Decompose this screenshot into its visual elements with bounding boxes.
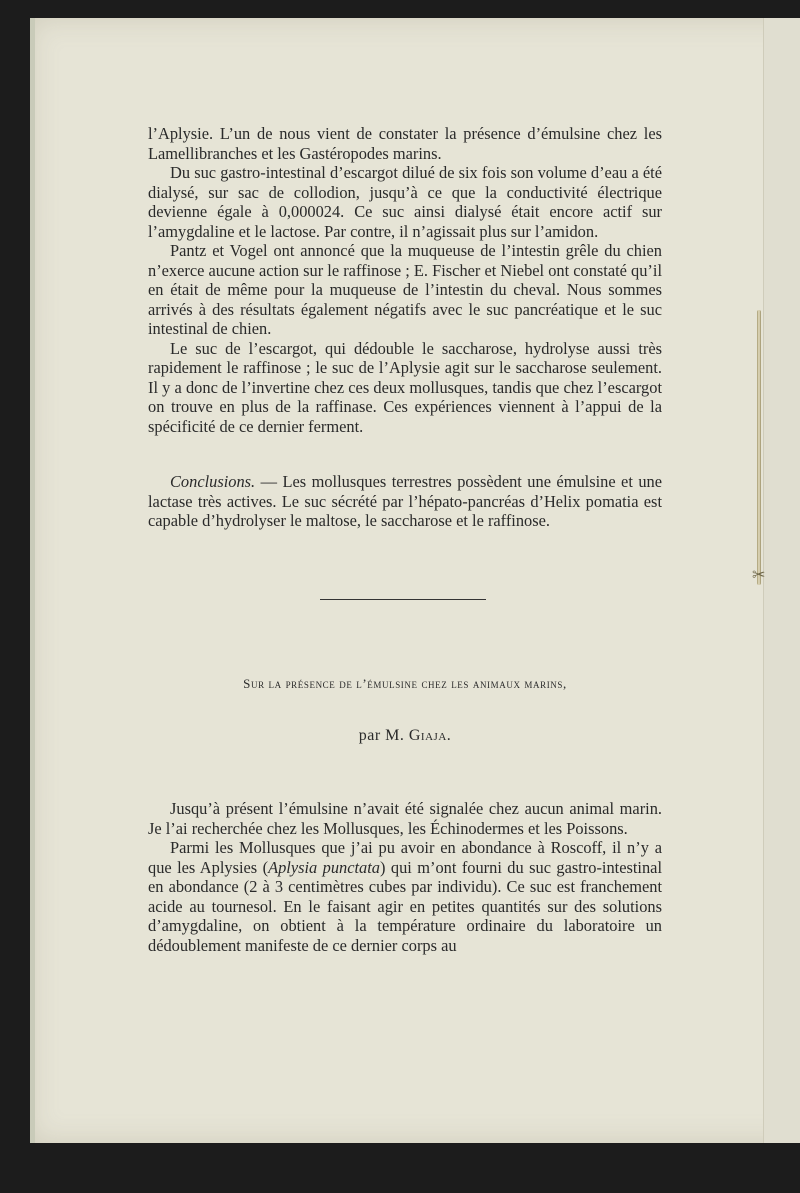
species-name: Aplysia punctata — [268, 857, 381, 877]
paragraph — [148, 838, 662, 955]
conclusions-paragraph — [148, 472, 662, 531]
paragraph: Jusqu’à présent l’émulsine n’avait été signalée chez aucun animal marin. Je l’ai recherchée chez les Mollusques, les Échinodermes et les Poissons. — [148, 799, 662, 838]
byline-prefix: par M. — [358, 727, 409, 744]
conclusions-label: Conclusions. — [170, 472, 256, 491]
page-left-edge — [30, 18, 35, 1143]
conclusions-block — [148, 472, 662, 531]
paragraph-text: Parmi les Mollusques que j’ai pu avoir en abondance à Roscoff, il n’y a que les Aplysies ( — [148, 838, 662, 877]
binding-thread-knot: ✂ — [752, 567, 766, 584]
article-byline — [148, 727, 662, 745]
conclusions-text: — Les mollusques terrestres possèdent une émulsine et une lactase très actives. Le suc sécrété par l’hépato-pancréas d’Helix pomatia est capable d’hydrolyser le maltose, le saccharose et le raffinose. — [148, 472, 662, 530]
paragraph: l’Aplysie. L’un de nous vient de constater la présence d’émulsine chez les Lamellibranches et les Gastéropodes marins. — [148, 124, 662, 163]
section-divider — [320, 599, 486, 600]
author-name: Giaja — [408, 727, 447, 744]
paragraph: Pantz et Vogel ont annoncé que la muqueuse de l’intestin grêle du chien n’exerce aucune action sur le raffinose ; E. Fischer et Niebel ont constaté qu’il en était de même pour la muqueuse de l’intestin du cheval. Nous sommes arrivés à des résultats également négatifs avec le suc pancréatique et le suc intestinal de chien. — [148, 241, 662, 338]
article-title: Sur la présence de l’émulsine chez les animaux marins, — [243, 676, 567, 691]
paragraph: Le suc de l’escargot, qui dédouble le saccharose, hydrolyse aussi très rapidement le raffinose ; le suc de l’Aplysie agit sur le saccharose seulement. Il y a donc de l’invertine chez ces deux mollusques, tandis que chez l’escargot on trouve en plus de la raffinase. Ces expériences viennent à l’appui de la spécificité de ce dernier ferment. — [148, 338, 662, 436]
binding-thread — [757, 310, 761, 585]
article-body — [148, 799, 662, 955]
byline-suffix: . — [446, 727, 452, 744]
paragraph-text: ) qui m’ont fourni du suc gastro-intestinal en abondance (2 à 3 centimètres cubes par individu). Ce suc est franchement acide au tournesol. En le faisant agir en petites quantités sur des solutions d’amygdaline, on obtient à la température ordinaire du laboratoire un dédoublement manifeste de ce dernier corps au — [148, 857, 662, 955]
continued-text-block — [148, 124, 662, 436]
paragraph: Du suc gastro-intestinal d’escargot dilué de six fois son volume d’eau a été dialysé, sur sac de collodion, jusqu’à ce que la conductivité électrique devienne égale à 0,000024. Ce suc ainsi dialysé était encore actif sur l’amygdaline et le lactose. Par contre, il n’agissait plus sur l’amidon. — [148, 163, 662, 241]
